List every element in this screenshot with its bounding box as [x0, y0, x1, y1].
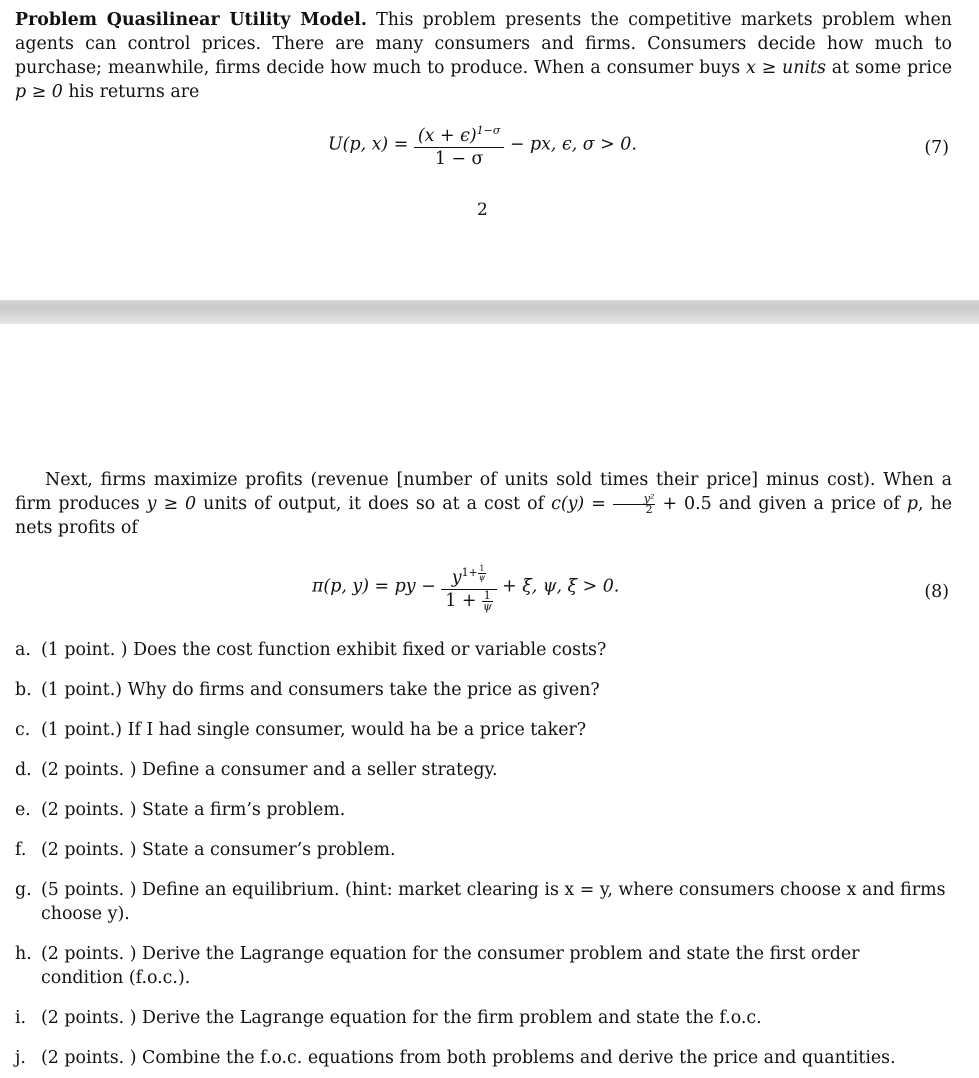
page-gap — [0, 300, 979, 324]
page-2 — [0, 324, 979, 1078]
question-item: d. (2 points. ) Define a consumer and a seller strategy. — [15, 760, 498, 780]
question-item: j. (2 points. ) Combine the f.o.c. equations from both problems and derive the price and quantities. — [15, 1048, 896, 1068]
question-item: f. (2 points. ) State a consumer’s problem. — [15, 840, 396, 860]
page-number: 2 — [477, 200, 488, 220]
problem-heading: Problem Quasilinear Utility Model. — [15, 10, 367, 30]
question-item: i. (2 points. ) Derive the Lagrange equation for the firm problem and state the f.o.c. — [15, 1008, 762, 1028]
equation-7-number: (7) — [924, 138, 949, 158]
question-item: g. (5 points. ) Define an equilibrium. (hint: market clearing is x = y, where consumers choose x and firms choose y). — [15, 880, 946, 924]
question-item: c. (1 point.) If I had single consumer, would ha be a price taker? — [15, 720, 587, 740]
utility-fraction: $\frac{(x + \epsilon)^{1-\sigma}}{1 - \sigma}$ — [414, 120, 504, 170]
firm-paragraph: Next, firms maximize profits (revenue [number of units sold times their price] minus cost). When a firm produces y ≥ 0 units of output, it does so at a cost of c(y) = $\frac{\text{y²}}{2}$ + 0.5 and given a price of p, he nets profits of — [15, 470, 952, 538]
equation-7: U(p, x) = $\frac{(x + \epsilon)^{1-\sigma}}{1 - \sigma}$ − px, ϵ, σ > 0. — [328, 120, 637, 170]
question-item: e. (2 points. ) State a firm’s problem. — [15, 800, 346, 820]
question-item: b. (1 point.) Why do firms and consumers take the price as given? — [15, 680, 600, 700]
equation-8-number: (8) — [924, 582, 949, 602]
equation-8: π(p, y) = py − $y^{1+ \frac{1}{\psi}}$ 1 + $\frac{1}{\psi}$ + ξ, ψ, ξ > 0. — [312, 563, 620, 613]
page-1 — [0, 0, 979, 300]
intro-paragraph: Problem Quasilinear Utility Model. This problem presents the competitive markets problem when agents can control prices. There are many consumers and firms. Consumers decide how much to purchase; meanwhile, firms decide how much to produce. When a consumer buys x ≥ units at some price p ≥ 0 his returns are — [15, 10, 952, 102]
question-item: a. (1 point. ) Does the cost function exhibit fixed or variable costs? — [15, 640, 607, 660]
profit-fraction: $y^{1+ \frac{1}{\psi}}$ 1 + $\frac{1}{\psi}$ — [441, 562, 496, 612]
question-item: h. (2 points. ) Derive the Lagrange equation for the consumer problem and state the first order condition (f.o.c.). — [15, 944, 860, 988]
